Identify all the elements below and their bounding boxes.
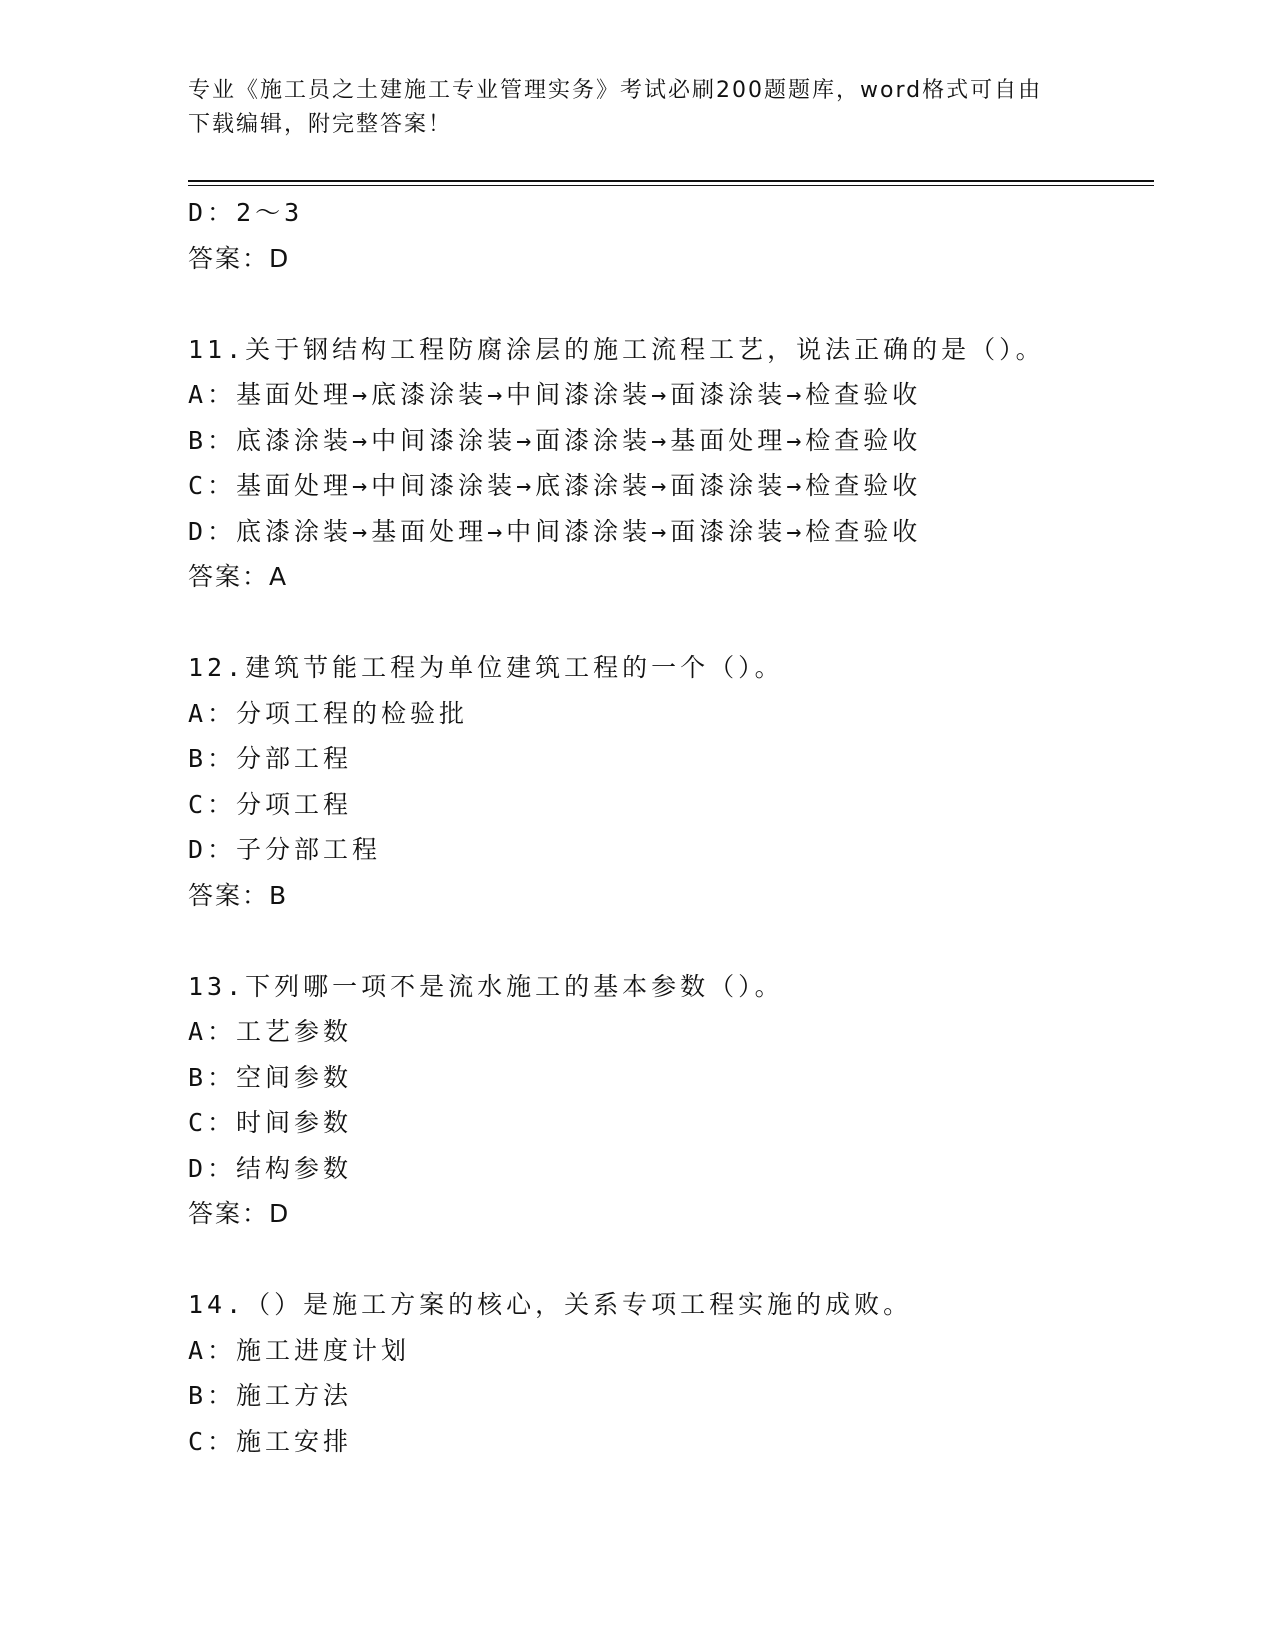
question-11 bbox=[188, 327, 1148, 600]
option-c: C：时间参数 bbox=[188, 1108, 353, 1137]
option-d: D：子分部工程 bbox=[188, 835, 382, 864]
option-b: B：施工方法 bbox=[188, 1381, 353, 1410]
question-stem: 13.下列哪一项不是流水施工的基本参数（）。 bbox=[188, 971, 784, 1001]
option-a: A：施工进度计划 bbox=[188, 1335, 411, 1365]
option-b: B：底漆涂装→中间漆涂装→面漆涂装→基面处理→检查验收 bbox=[188, 425, 922, 455]
header-divider-thick bbox=[188, 180, 1154, 182]
option-a: A：分项工程的检验批 bbox=[188, 698, 469, 728]
option-d: D：底漆涂装→基面处理→中间漆涂装→面漆涂装→检查验收 bbox=[188, 516, 922, 546]
question-12 bbox=[188, 645, 1148, 918]
header-line-2: 下载编辑，附完整答案！ bbox=[188, 112, 453, 137]
document-header bbox=[188, 74, 1088, 142]
option-b: B：空间参数 bbox=[188, 1062, 353, 1092]
question-fragment bbox=[188, 190, 1148, 281]
option-a: A：工艺参数 bbox=[188, 1017, 353, 1046]
question-stem: 12.建筑节能工程为单位建筑工程的一个（）。 bbox=[188, 653, 784, 682]
question-14 bbox=[188, 1282, 1148, 1464]
header-line-1: 专业《施工员之土建施工专业管理实务》考试必刷200题题库，word格式可自由 bbox=[188, 78, 1043, 103]
option-c: C：基面处理→中间漆涂装→底漆涂装→面漆涂装→检查验收 bbox=[188, 471, 922, 500]
answer-line: 答案：D bbox=[188, 243, 291, 273]
spacer bbox=[188, 600, 1148, 646]
header-divider-thin bbox=[188, 185, 1154, 186]
option-d: D：结构参数 bbox=[188, 1153, 353, 1183]
option-b: B：分部工程 bbox=[188, 744, 353, 773]
option-c: C：分项工程 bbox=[188, 789, 353, 819]
question-list bbox=[188, 190, 1148, 1464]
option-a: A：基面处理→底漆涂装→中间漆涂装→面漆涂装→检查验收 bbox=[188, 380, 922, 409]
question-stem: 14.（）是施工方案的核心，关系专项工程实施的成败。 bbox=[188, 1290, 913, 1319]
option-c: C：施工安排 bbox=[188, 1426, 353, 1456]
question-13 bbox=[188, 964, 1148, 1237]
answer-line: 答案：D bbox=[188, 1199, 291, 1228]
spacer bbox=[188, 281, 1148, 327]
answer-line: 答案：B bbox=[188, 880, 289, 910]
option-d: D：2～3 bbox=[188, 198, 304, 227]
answer-line: 答案：A bbox=[188, 562, 289, 591]
spacer bbox=[188, 918, 1148, 964]
question-stem: 11.关于钢结构工程防腐涂层的施工流程工艺，说法正确的是（）。 bbox=[188, 334, 1045, 364]
spacer bbox=[188, 1237, 1148, 1283]
